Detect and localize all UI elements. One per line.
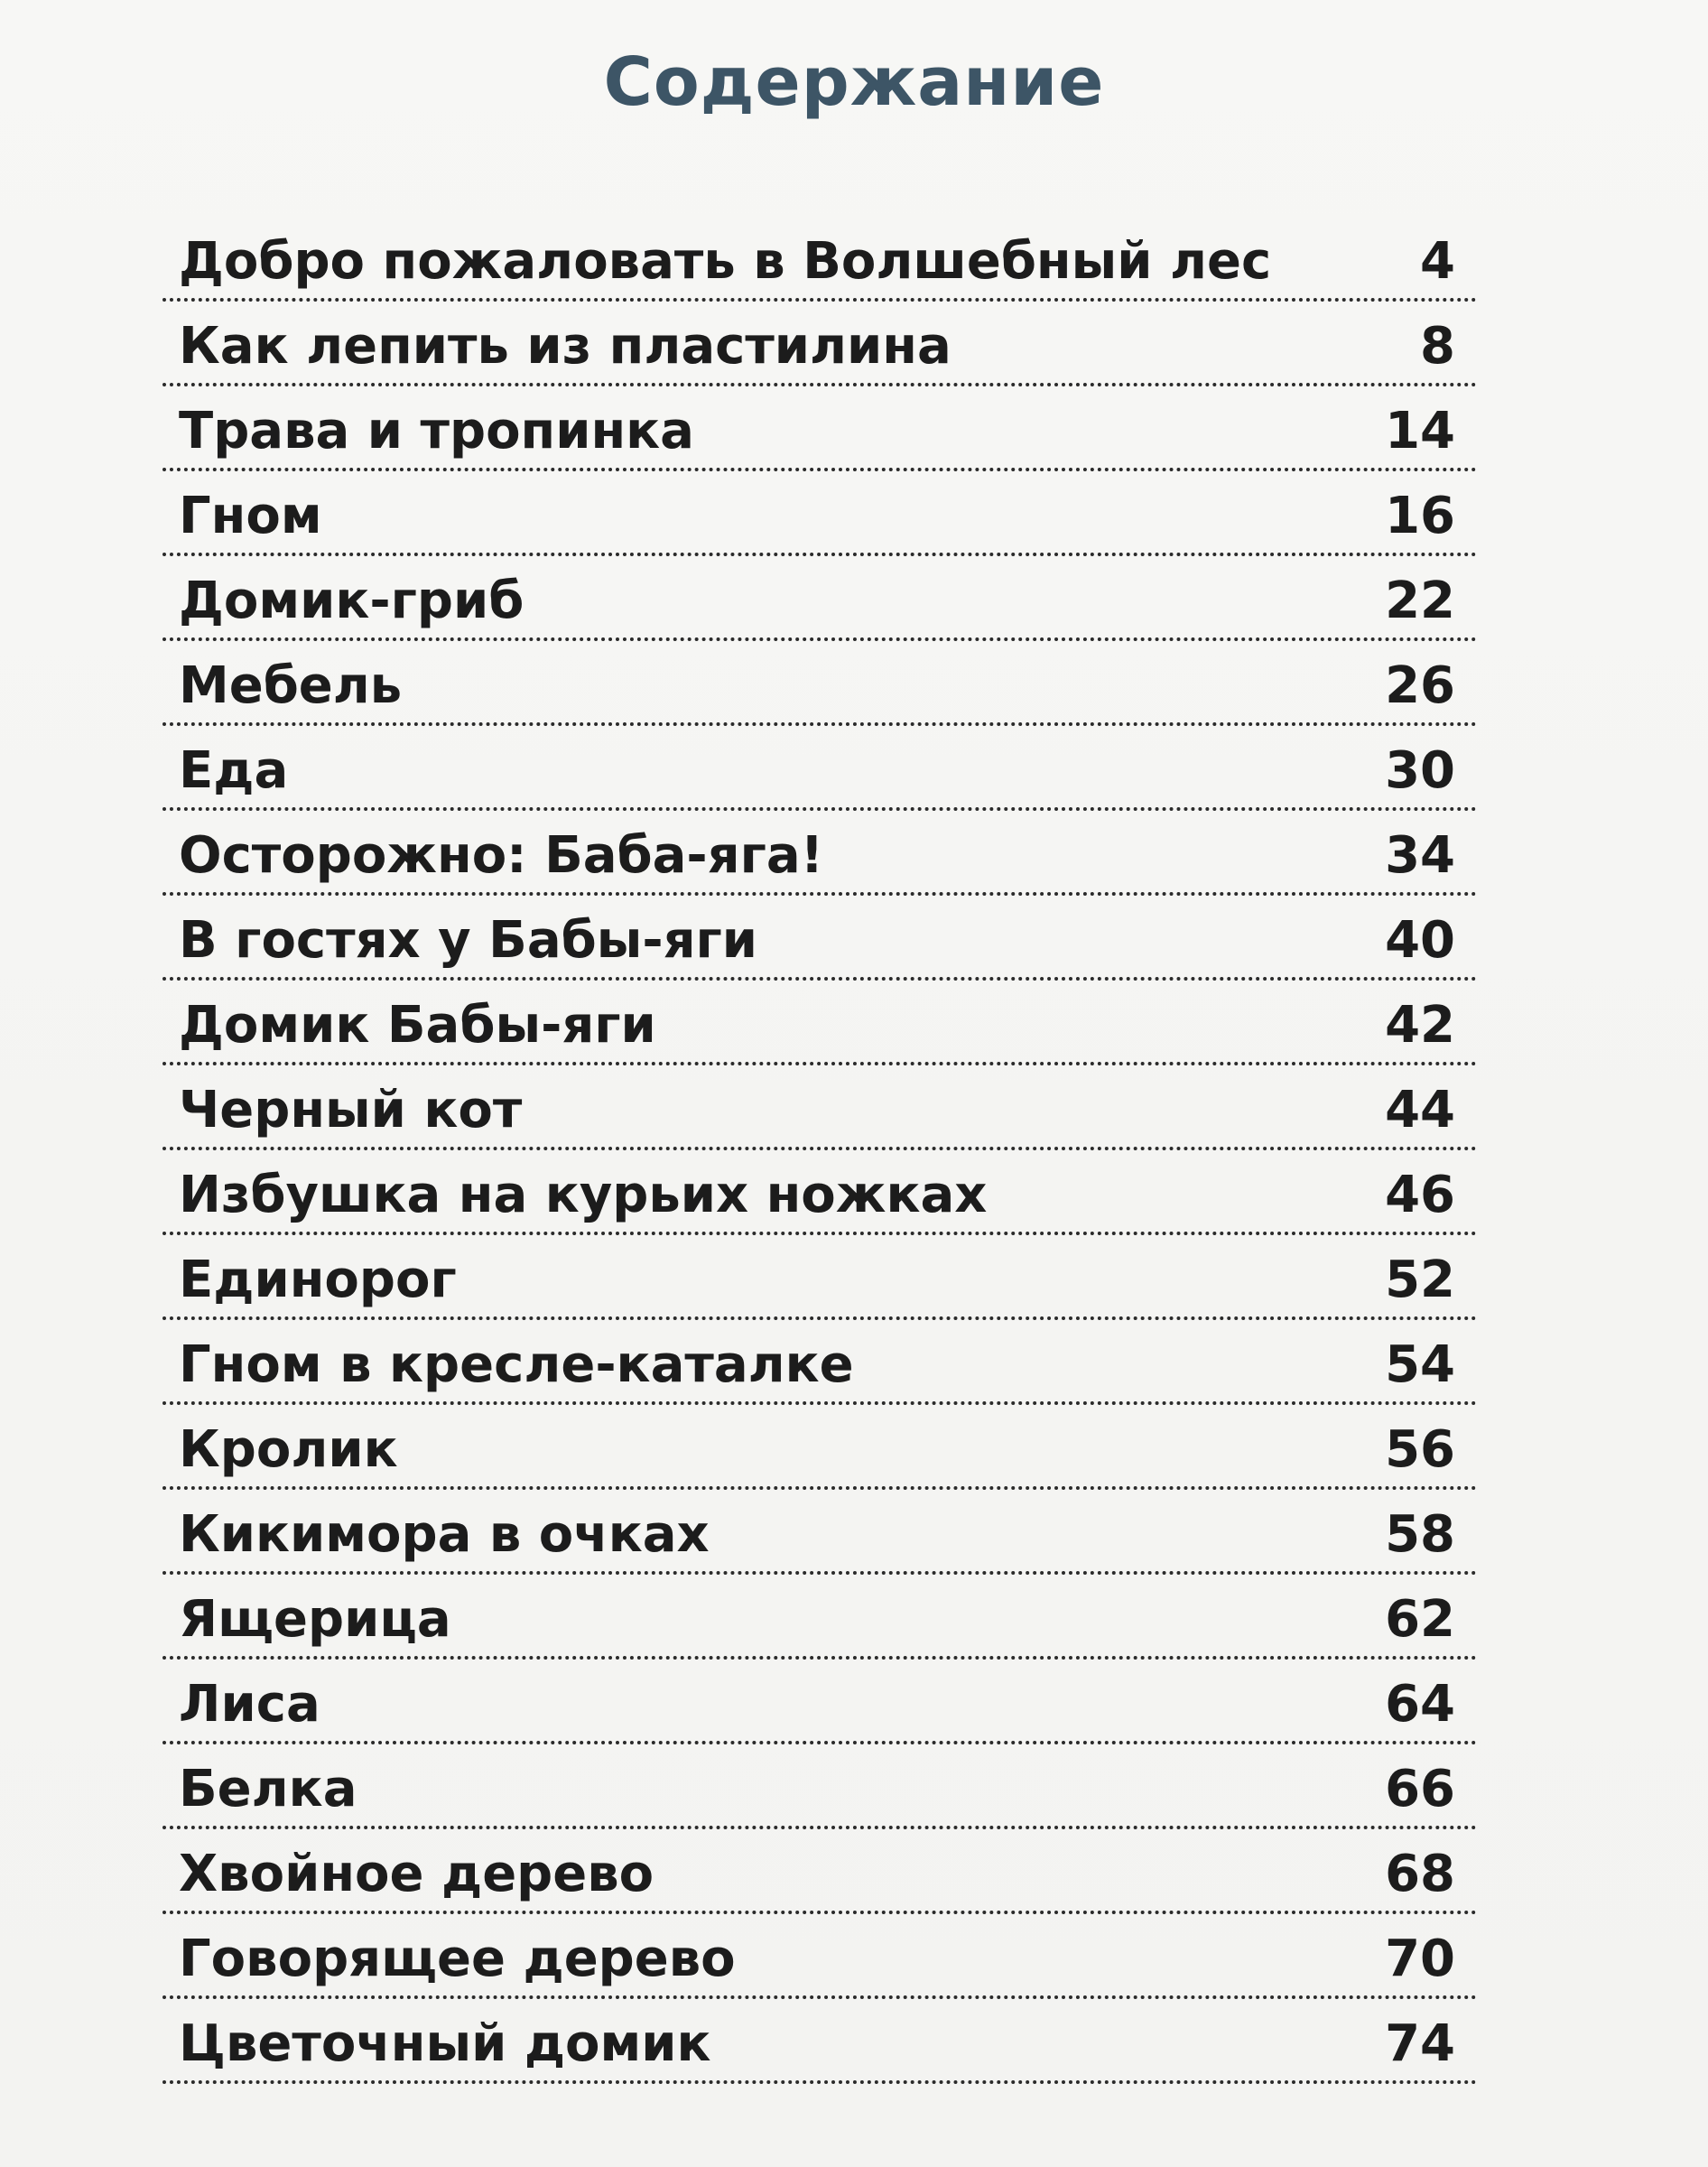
toc-entry-title: Цветочный домик — [179, 2014, 711, 2073]
toc-entry-page: 4 — [1420, 232, 1455, 291]
toc-entry — [162, 217, 1477, 302]
toc-entry — [162, 1490, 1477, 1575]
toc-entry-title: Гном в кресле-каталке — [179, 1335, 854, 1394]
toc-entry — [162, 811, 1477, 896]
toc-entry — [162, 1235, 1477, 1320]
toc-entry-page: 22 — [1385, 572, 1455, 630]
toc-entry-title: Гном — [179, 487, 322, 545]
toc-entry-page: 8 — [1420, 317, 1455, 376]
toc-entry — [162, 1065, 1477, 1150]
toc-entry-title: Кикимора в очках — [179, 1505, 710, 1564]
toc-entry-title: Черный кот — [179, 1081, 523, 1139]
toc-entry-page: 46 — [1385, 1166, 1455, 1224]
toc-entry — [162, 1575, 1477, 1660]
toc-entry-page: 14 — [1385, 402, 1455, 460]
toc-entry — [162, 302, 1477, 386]
toc-entry-page: 68 — [1385, 1845, 1455, 1903]
toc-entry-page: 52 — [1385, 1251, 1455, 1309]
toc-entry-page: 26 — [1385, 656, 1455, 715]
toc-entry — [162, 1150, 1477, 1235]
toc-entry-title: Мебель — [179, 656, 403, 715]
toc-entry — [162, 1320, 1477, 1405]
toc-entry-page: 56 — [1385, 1420, 1455, 1479]
toc-entry — [162, 981, 1477, 1065]
toc-entry — [162, 726, 1477, 811]
toc-entry-title: Ящерица — [179, 1590, 451, 1649]
toc-entry-page: 34 — [1385, 826, 1455, 885]
toc-entry-page: 70 — [1385, 1930, 1455, 1988]
toc-entry-title: Осторожно: Баба-яга! — [179, 826, 824, 885]
page-title: Содержание — [603, 43, 1105, 121]
toc-entry — [162, 641, 1477, 726]
toc-entry — [162, 1405, 1477, 1490]
toc-entry — [162, 471, 1477, 556]
toc-entry-title: Добро пожаловать в Волшебный лес — [179, 232, 1272, 291]
toc-entry-page: 42 — [1385, 996, 1455, 1055]
toc-entry-page: 44 — [1385, 1081, 1455, 1139]
toc-entry-title: Белка — [179, 1760, 357, 1818]
toc-entry-page: 40 — [1385, 911, 1455, 970]
toc-entry-title: Избушка на курьих ножках — [179, 1166, 988, 1224]
toc-entry-title: В гостях у Бабы-яги — [179, 911, 758, 970]
toc-entry — [162, 896, 1477, 981]
toc-entry-page: 64 — [1385, 1675, 1455, 1734]
toc-entry-page: 62 — [1385, 1590, 1455, 1649]
toc-entry-title: Говорящее дерево — [179, 1930, 736, 1988]
toc-entry — [162, 386, 1477, 471]
toc-entry-title: Домик-гриб — [179, 572, 524, 630]
toc-entry-title: Лиса — [179, 1675, 320, 1734]
toc-entry-page: 54 — [1385, 1335, 1455, 1394]
toc-entry-page: 16 — [1385, 487, 1455, 545]
toc-entry-title: Кролик — [179, 1420, 398, 1479]
toc-entry — [162, 1660, 1477, 1744]
toc-entry-page: 30 — [1385, 741, 1455, 800]
table-of-contents — [162, 217, 1477, 2084]
toc-entry — [162, 1914, 1477, 1999]
toc-entry-title: Домик Бабы-яги — [179, 996, 656, 1055]
toc-entry — [162, 556, 1477, 641]
toc-entry-page: 66 — [1385, 1760, 1455, 1818]
toc-entry — [162, 1999, 1477, 2084]
toc-entry — [162, 1744, 1477, 1829]
toc-entry-page: 74 — [1385, 2014, 1455, 2073]
toc-entry-title: Хвойное дерево — [179, 1845, 654, 1903]
toc-entry-title: Трава и тропинка — [179, 402, 694, 460]
toc-entry-title: Еда — [179, 741, 289, 800]
toc-entry-page: 58 — [1385, 1505, 1455, 1564]
toc-entry-title: Единорог — [179, 1251, 457, 1309]
toc-entry-title: Как лепить из пластилина — [179, 317, 951, 376]
toc-entry — [162, 1829, 1477, 1914]
